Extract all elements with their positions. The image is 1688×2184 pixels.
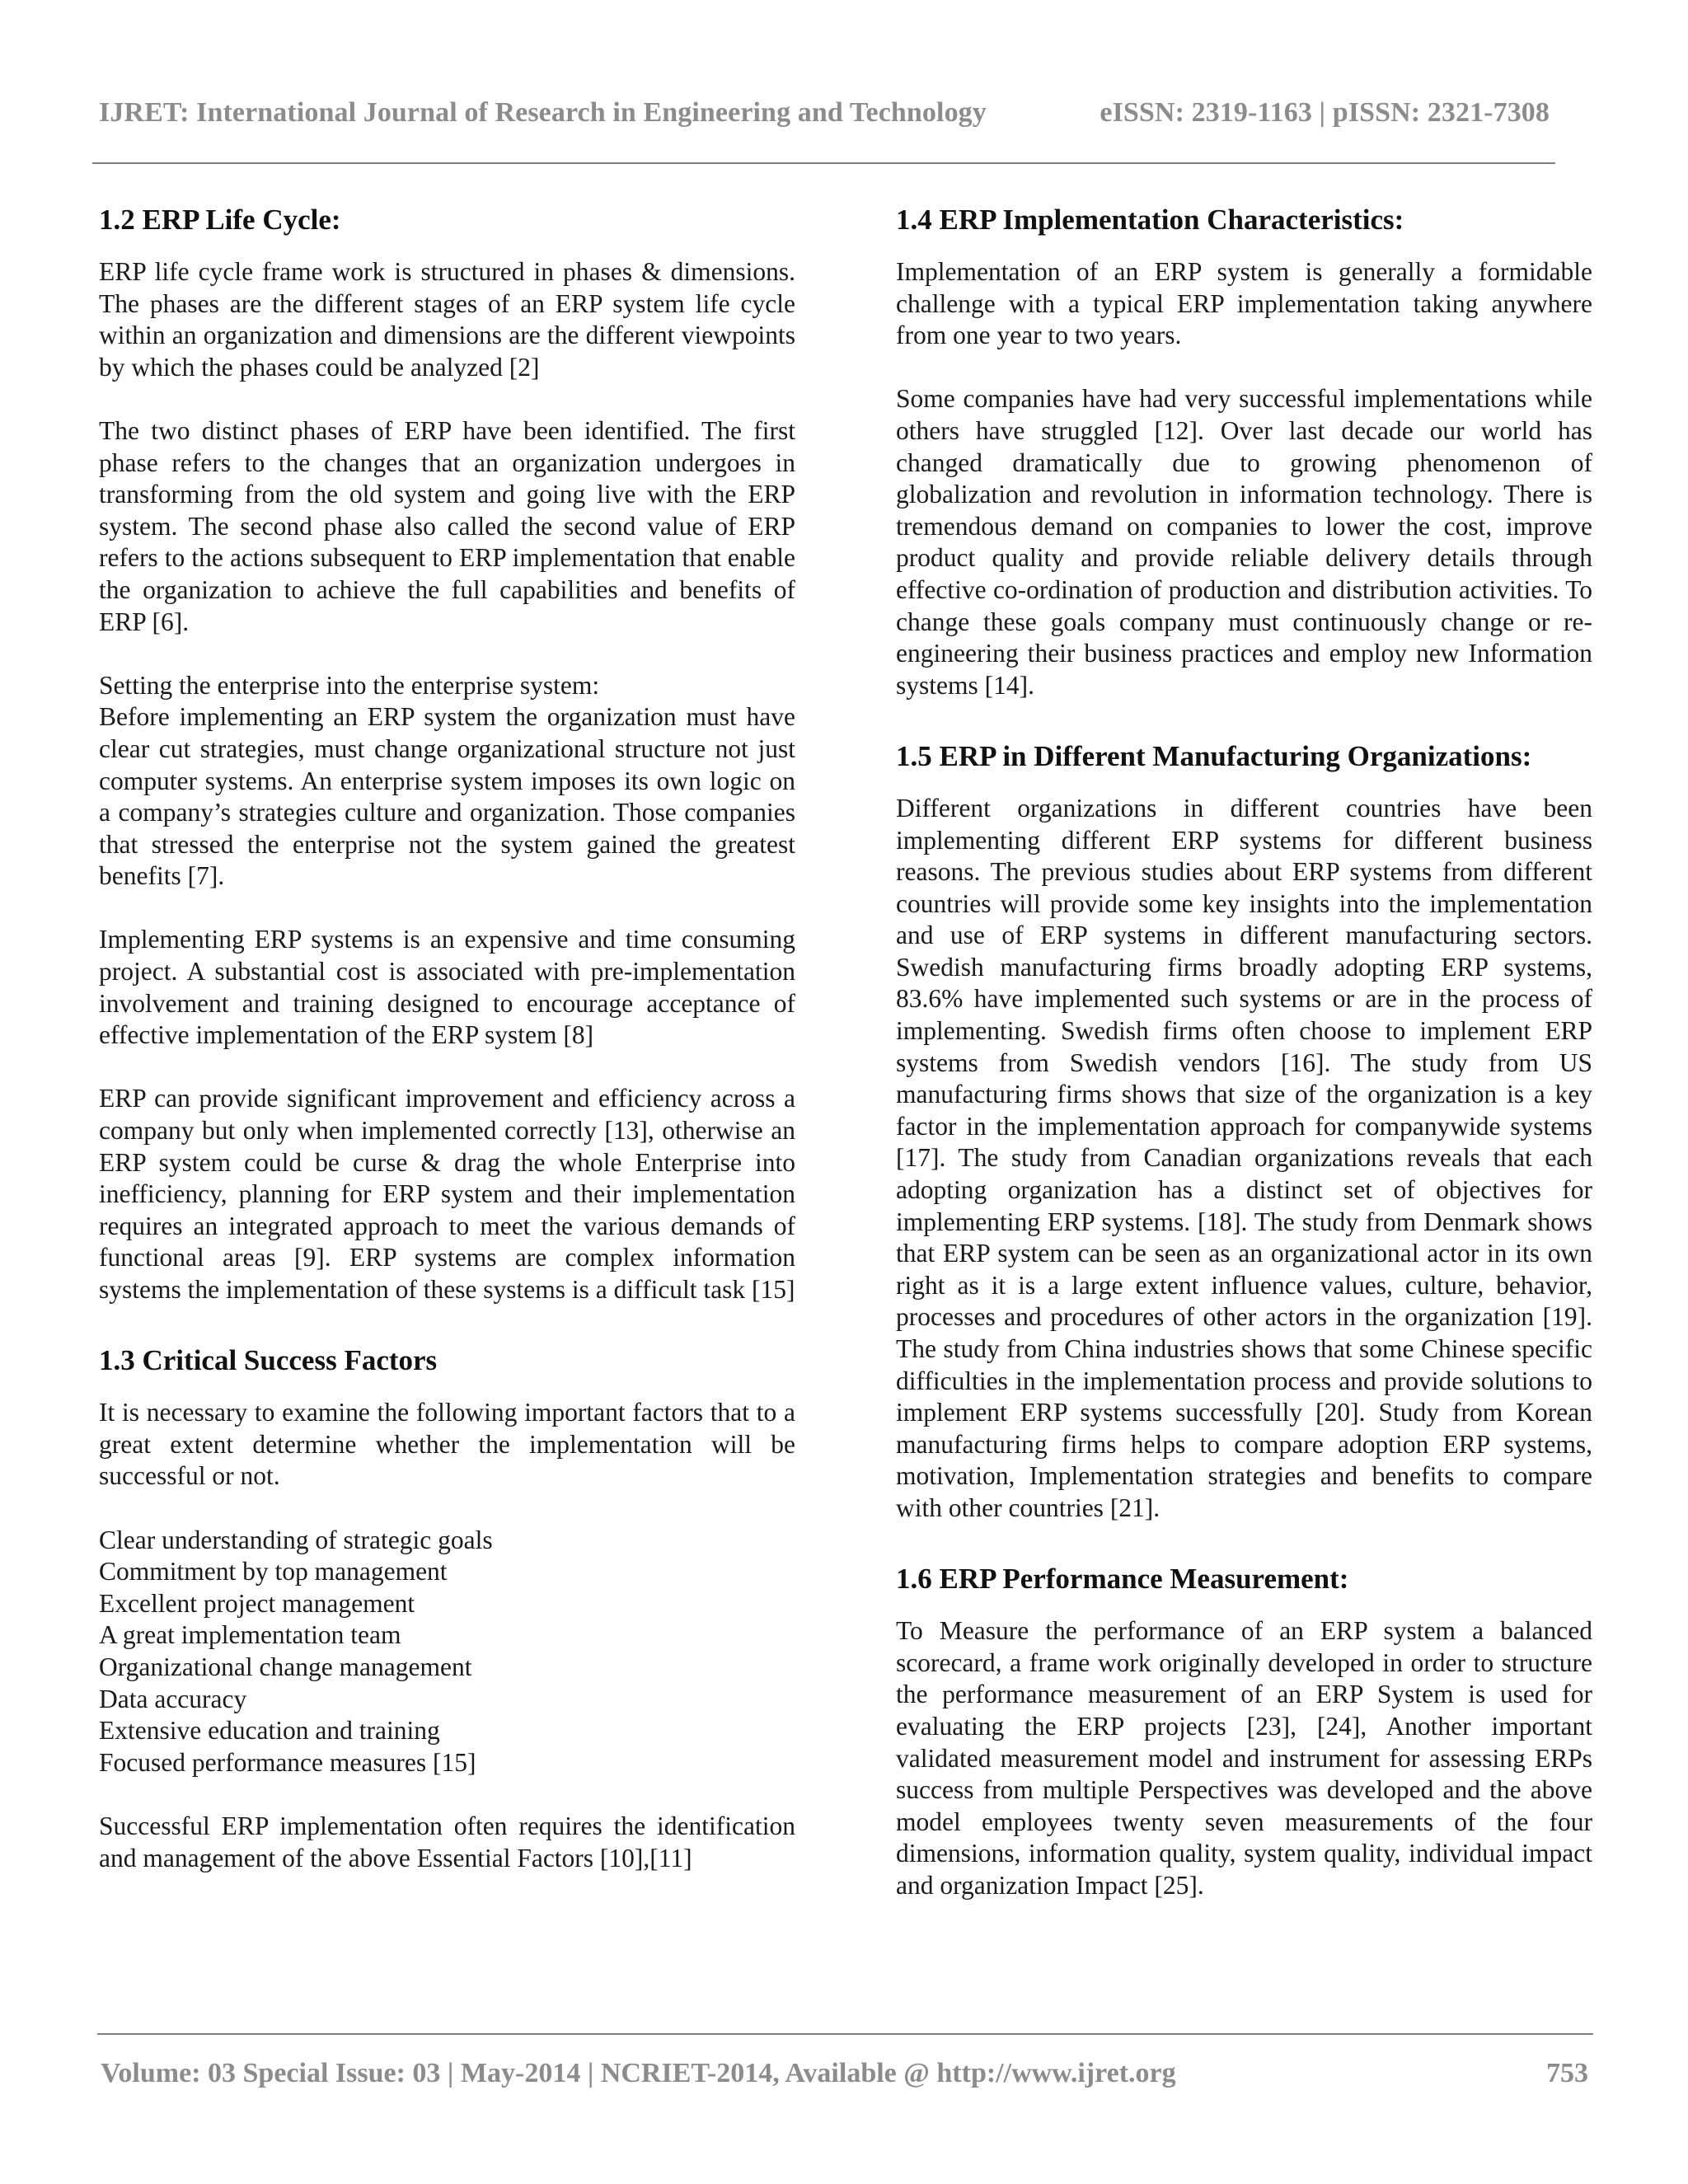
list-item: A great implementation team — [99, 1620, 401, 1650]
section-heading-1-2: 1.2 ERP Life Cycle: — [99, 204, 341, 236]
paragraph-lead: Setting the enterprise into the enterprise system: — [99, 670, 600, 700]
list-item: Focused performance measures [15] — [99, 1747, 476, 1777]
paragraph: ERP life cycle frame work is structured in phases & dimensions. The phases are the different stages of an ERP system life cycle within an organization and dimensions are the different viewpoints by which the phases could be analyzed [2] — [99, 257, 795, 382]
footer-rule — [97, 2033, 1593, 2035]
list-item: Extensive education and training — [99, 1716, 440, 1746]
paragraph: It is necessary to examine the following important factors that to a great extent determine whether the implementation will be successful or not. — [99, 1398, 795, 1491]
page-number: 753 — [1546, 2058, 1588, 2088]
running-header — [99, 97, 1550, 129]
journal-title: IJRET: International Journal of Research in Engineering and Technology — [99, 97, 987, 128]
paragraph: Before implementing an ERP system the organization must have clear cut strategies, must change organizational structure not just computer systems. An enterprise system imposes its own logic on a company’s strategies culture and organization. Those companies that stressed the enterprise not the system gained the greatest benefits [7]. — [99, 702, 795, 891]
paragraph: Different organizations in different countries have been implementing different ERP systems for different business reasons. The previous studies about ERP systems from different countries will provide some key insights into the implementation and use of ERP systems in different manufacturing sectors. Swedish manufacturing firms broadly adopting ERP systems, 83.6% have implemented such systems or are in the process of implementing. Swedish firms often choose to implement ERP systems from Swedish vendors [16]. The study from US manufacturing firms shows that size of the organization is a key factor in the implementation approach for companywide systems [17]. The study from Canadian organizations reveals that each adopting organization has a distinct set of objectives for implementing ERP systems. [18]. The study from Denmark shows that ERP system can be seen as an organizational actor in its own right as it is a large extent influence values, culture, behavior, processes and procedures of other actors in the organization [19]. The study from China industries shows that some Chinese specific difficulties in the implementation process and provide solutions to implement ERP systems successfully [20]. Study from Korean manufacturing firms helps to compare adoption ERP systems, motivation, Implementation strategies and benefits to compare with other countries [21]. — [896, 793, 1592, 1522]
list-item: Data accuracy — [99, 1684, 247, 1713]
volume-info: Volume: 03 Special Issue: 03 | May-2014 | NCRIET-2014, Available @ http://www.ijret.org — [101, 2058, 1176, 2088]
paragraph: Implementing ERP systems is an expensive and time consuming project. A substantial cost is associated with pre-implementation involvement and training designed to encourage acceptance of effective implementation of the ERP system [8] — [99, 925, 795, 1050]
paragraph: Some companies have had very successful implementations while others have struggled [12]. Over last decade our world has changed dramatically due to growing phenomenon of globalization and revolution in information technology. There is tremendous demand on companies to lower the cost, improve product quality and provide reliable delivery details through effective co-ordination of production and distribution activities. To change these goals company must continuously change or re-engineering their business practices and employ new Information systems [14]. — [896, 384, 1592, 700]
section-heading-1-3: 1.3 Critical Success Factors — [99, 1344, 438, 1377]
right-column — [896, 202, 1592, 1933]
list-item: Excellent project management — [99, 1588, 415, 1618]
paragraph: ERP can provide significant improvement and efficiency across a company but only when implemented correctly [13], otherwise an ERP system could be curse & drag the whole Enterprise into inefficiency, planning for ERP system and their implementation requires an integrated approach to meet the various demands of functional areas [9]. ERP systems are complex information systems the implementation of these systems is a difficult task [15] — [99, 1084, 795, 1304]
paragraph: To Measure the performance of an ERP system a balanced scorecard, a frame work originally developed in order to structure the performance measurement of an ERP System is used for evaluating the ERP projects [23], [24], Another important validated measurement model and instrument for assessing ERPs success from multiple Perspectives was developed and the above model employees twenty seven measurements of the four dimensions, information quality, system quality, individual impact and organization Impact [25]. — [896, 1616, 1592, 1900]
list-item: Commitment by top management — [99, 1557, 448, 1586]
list-item: Clear understanding of strategic goals — [99, 1525, 493, 1554]
issn-info: eISSN: 2319-1163 | pISSN: 2321-7308 — [1100, 97, 1550, 128]
section-heading-1-6: 1.6 ERP Performance Measurement: — [896, 1563, 1349, 1596]
paragraph: Successful ERP implementation often requires the identification and management of the above Essential Factors [10],[11] — [99, 1811, 795, 1872]
list-item: Organizational change management — [99, 1652, 472, 1681]
section-heading-1-4: 1.4 ERP Implementation Characteristics: — [896, 204, 1404, 236]
running-footer — [101, 2058, 1588, 2089]
left-column — [99, 202, 795, 1906]
success-factor-list — [99, 1525, 795, 1779]
header-rule — [92, 162, 1555, 164]
paragraph: The two distinct phases of ERP have been identified. The first phase refers to the changes that an organization undergoes in transforming from the old system and going live with the ERP system. The second phase also called the second value of ERP refers to the actions subsequent to ERP implementation that enable the organization to achieve the full capabilities and benefits of ERP [6]. — [99, 415, 795, 636]
paragraph: Implementation of an ERP system is generally a formidable challenge with a typical ERP implementation taking anywhere from one year to two years. — [896, 257, 1592, 350]
section-heading-1-5: 1.5 ERP in Different Manufacturing Organizations: — [896, 739, 1532, 772]
